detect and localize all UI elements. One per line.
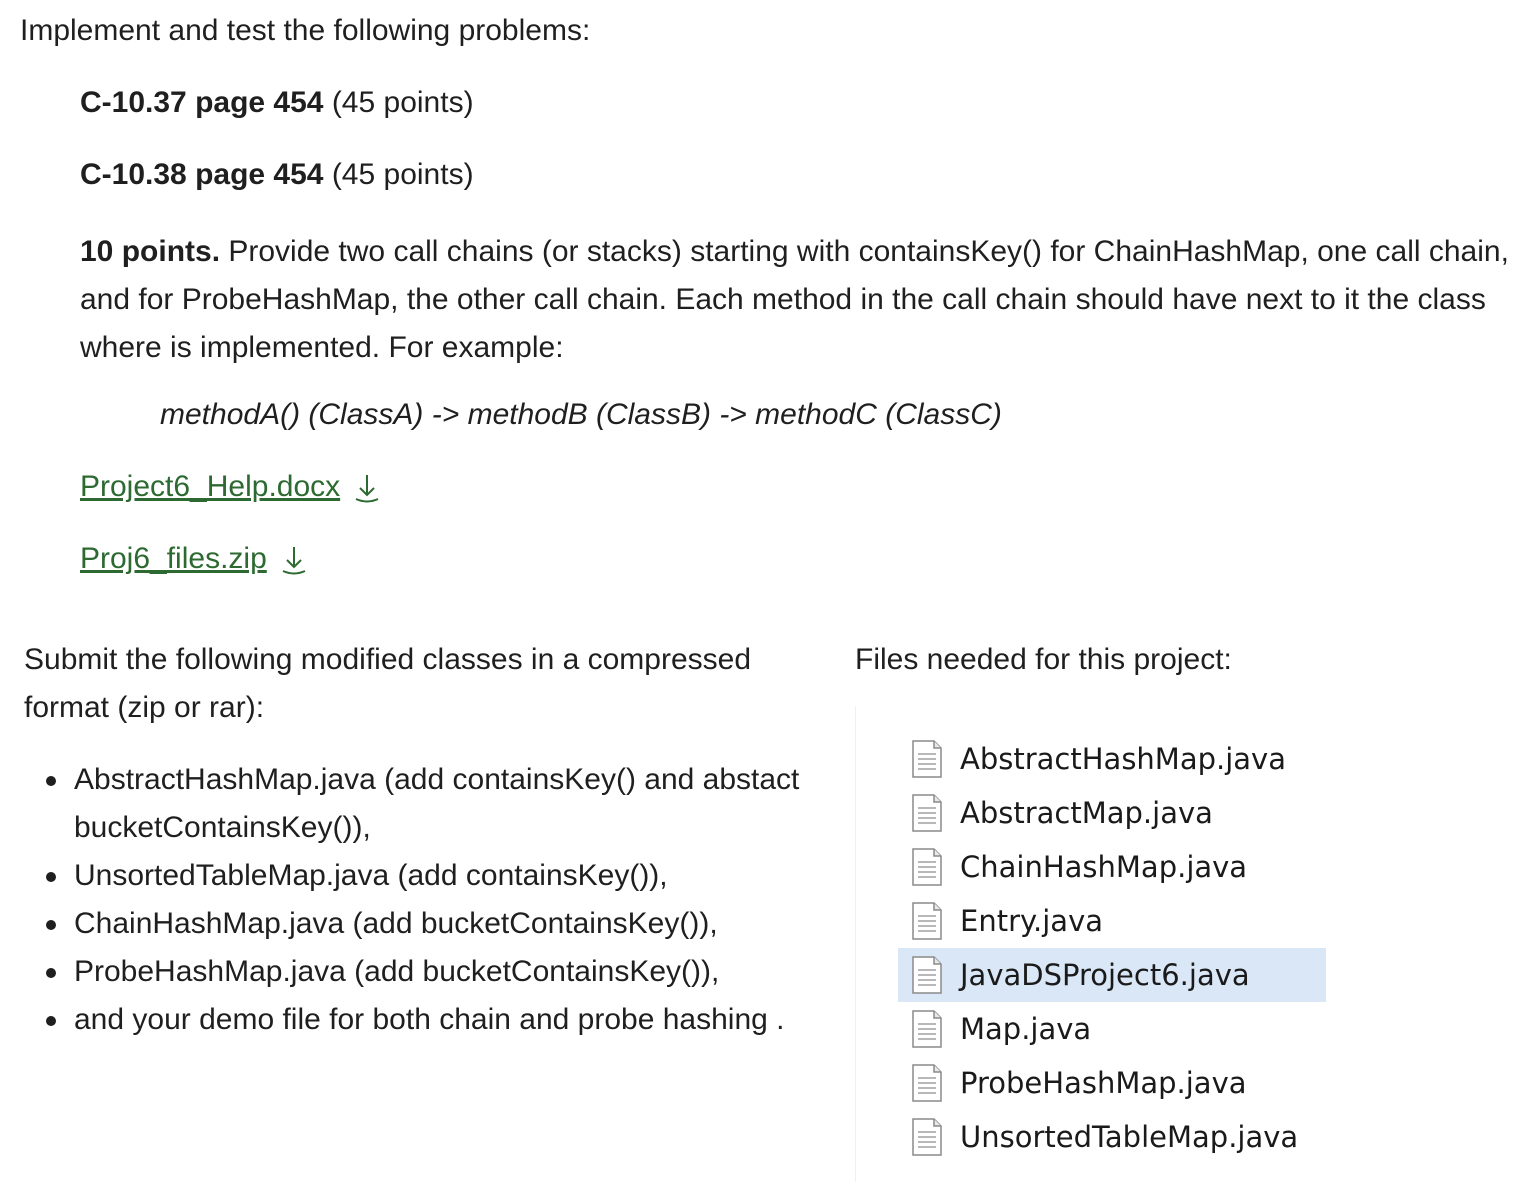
problem-item: [80, 84, 474, 122]
list-item: AbstractHashMap.java (add containsKey() and abstact bucketContainsKey()),: [24, 756, 844, 852]
example-call-chain: methodA() (ClassA) -> methodB (ClassB) -> methodC (ClassC): [160, 398, 1002, 431]
list-item: ProbeHashMap.java (add bucketContainsKey()),: [24, 948, 844, 996]
java-file-icon: [912, 794, 942, 832]
attachment-link-files-zip[interactable]: [80, 540, 309, 578]
file-item-abstractmap[interactable]: [898, 786, 1326, 840]
list-item: UnsortedTableMap.java (add containsKey()),: [24, 852, 844, 900]
file-name: JavaDSProject6.java: [960, 958, 1250, 992]
task-text: Provide two call chains (or stacks) starting with containsKey() for ChainHashMap, one call chain, and for ProbeHashMap, the other call chain. Each method in the call chain should have next to it the class where is implemented. For example:: [80, 235, 1509, 364]
problem-title: C-10.37 page 454: [80, 86, 324, 119]
java-file-icon: [912, 740, 942, 778]
problem-title: C-10.38 page 454: [80, 158, 324, 191]
file-item-javadsproject6[interactable]: [898, 948, 1326, 1002]
intro-text: Implement and test the following problems:: [20, 14, 591, 47]
attachment-label: Proj6_files.zip: [80, 542, 267, 575]
download-icon: [279, 540, 309, 578]
java-file-icon: [912, 956, 942, 994]
file-name: UnsortedTableMap.java: [960, 1120, 1299, 1154]
file-explorer-list: [855, 706, 1335, 1182]
list-item: and your demo file for both chain and probe hashing .: [24, 996, 844, 1044]
java-file-icon: [912, 1118, 942, 1156]
attachment-link-help-docx[interactable]: [80, 468, 382, 506]
problem-points: (45 points): [323, 86, 474, 119]
file-name: AbstractMap.java: [960, 796, 1213, 830]
java-file-icon: [912, 902, 942, 940]
file-item-map[interactable]: [898, 1002, 1326, 1056]
attachment-label: Project6_Help.docx: [80, 470, 341, 503]
file-name: ChainHashMap.java: [960, 850, 1248, 884]
file-item-chainhashmap[interactable]: [898, 840, 1326, 894]
files-heading: Files needed for this project:: [855, 643, 1232, 676]
file-name: AbstractHashMap.java: [960, 742, 1286, 776]
file-item-unsortedtablemap[interactable]: [898, 1110, 1326, 1164]
file-name: Entry.java: [960, 904, 1104, 938]
submit-list: [24, 756, 844, 1044]
task-points: 10 points.: [80, 235, 221, 268]
list-item: ChainHashMap.java (add bucketContainsKey()),: [24, 900, 844, 948]
file-item-entry[interactable]: [898, 894, 1326, 948]
problem-item: [80, 156, 474, 194]
java-file-icon: [912, 1064, 942, 1102]
java-file-icon: [912, 848, 942, 886]
task-paragraph: [80, 228, 1510, 372]
java-file-icon: [912, 1010, 942, 1048]
download-icon: [352, 468, 382, 506]
file-item-probehashmap[interactable]: [898, 1056, 1326, 1110]
problem-points: (45 points): [323, 158, 474, 191]
submit-heading: Submit the following modified classes in a compressed format (zip or rar):: [24, 643, 752, 724]
file-name: Map.java: [960, 1012, 1092, 1046]
file-item-abstracthashmap[interactable]: [898, 732, 1326, 786]
file-name: ProbeHashMap.java: [960, 1066, 1247, 1100]
